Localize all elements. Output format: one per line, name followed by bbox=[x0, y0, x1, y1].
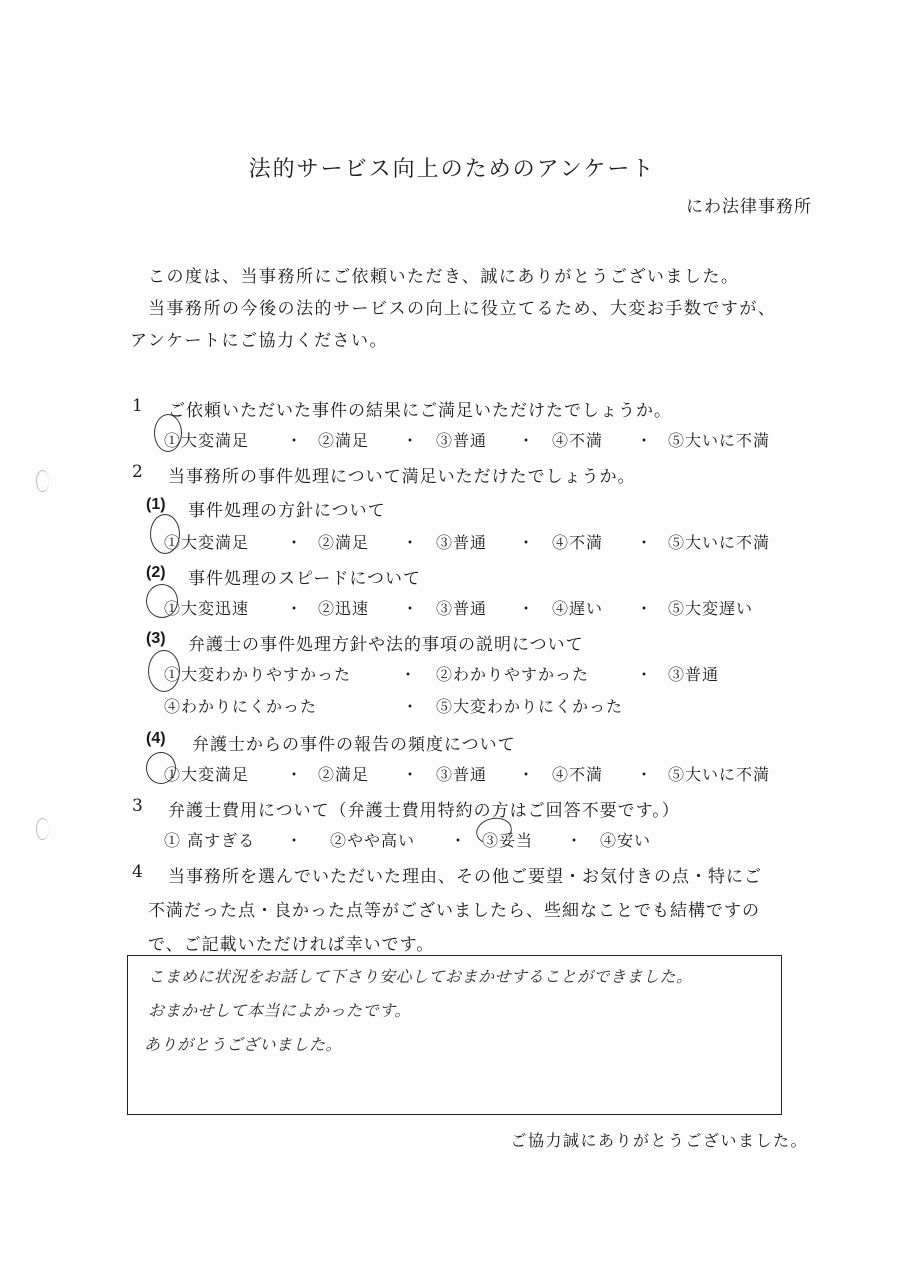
separator-dot: ・ bbox=[518, 765, 536, 784]
question-4-line-3: で、ご記載いただければ幸いです。 bbox=[148, 935, 435, 955]
q2-sub4-text: 弁護士からの事件の報告の頻度について bbox=[192, 735, 516, 755]
q2-sub3-text: 弁護士の事件処理方針や法的事項の説明について bbox=[188, 635, 584, 655]
separator-dot: ・ bbox=[402, 599, 420, 618]
q2-sub4-option[interactable]: ⑤大いに不満 bbox=[668, 765, 771, 784]
separator-dot: ・ bbox=[636, 765, 654, 784]
sub-question-label: (3) bbox=[146, 630, 166, 647]
intro-line-3: アンケートにご協力ください。 bbox=[130, 331, 388, 351]
q2-sub3-option[interactable]: ⑤大変わかりにくかった bbox=[436, 697, 624, 716]
handwritten-answer-line: ありがとうございました。 bbox=[144, 1035, 343, 1054]
separator-dot: ・ bbox=[402, 431, 420, 450]
page-title: 法的サービス向上のためのアンケート bbox=[248, 157, 656, 182]
q2-sub1-option[interactable]: ③普通 bbox=[436, 533, 488, 552]
question-number: 1 bbox=[132, 396, 143, 416]
q2-sub2-option[interactable]: ③普通 bbox=[436, 599, 488, 618]
separator-dot: ・ bbox=[518, 599, 536, 618]
question-1-text: ご依頼いただいた事件の結果にご満足いただけたでしょうか。 bbox=[168, 401, 672, 421]
separator-dot: ・ bbox=[636, 431, 654, 450]
footer-thanks: ご協力誠にありがとうございました。 bbox=[510, 1131, 808, 1150]
q2-sub1-option[interactable]: ②満足 bbox=[318, 533, 370, 552]
q1-option[interactable]: ②満足 bbox=[318, 431, 370, 450]
separator-dot: ・ bbox=[636, 599, 654, 618]
question-number: 4 bbox=[132, 862, 143, 882]
q2-sub1-text: 事件処理の方針について bbox=[188, 501, 386, 521]
q2-sub3-option[interactable]: ④わかりにくかった bbox=[164, 697, 318, 716]
separator-dot: ・ bbox=[566, 831, 584, 850]
question-4-line-2: 不満だった点・良かった点等がございましたら、些細なことでも結構ですの bbox=[148, 901, 760, 921]
q2-sub1-option[interactable]: ①大変満足 bbox=[164, 533, 250, 552]
sub-question-label: (2) bbox=[146, 564, 166, 581]
organization-name: にわ法律事務所 bbox=[686, 197, 812, 217]
separator-dot: ・ bbox=[400, 665, 418, 684]
q2-sub2-option[interactable]: ②迅速 bbox=[318, 599, 370, 618]
separator-dot: ・ bbox=[636, 665, 654, 684]
separator-dot: ・ bbox=[286, 533, 304, 552]
intro-line-1: この度は、当事務所にご依頼いただき、誠にありがとうございました。 bbox=[148, 267, 740, 287]
binder-hole bbox=[36, 470, 49, 492]
q2-sub2-option[interactable]: ①大変迅速 bbox=[164, 599, 250, 618]
q1-option[interactable]: ③普通 bbox=[436, 431, 488, 450]
q2-sub3-option[interactable]: ②わかりやすかった bbox=[436, 665, 590, 684]
q2-sub3-option[interactable]: ③普通 bbox=[668, 665, 720, 684]
q2-sub2-text: 事件処理のスピードについて bbox=[188, 569, 421, 589]
q2-sub4-option[interactable]: ①大変満足 bbox=[164, 765, 250, 784]
question-3-text: 弁護士費用について（弁護士費用特約の方はご回答不要です。） bbox=[168, 801, 680, 821]
separator-dot: ・ bbox=[286, 599, 304, 618]
q2-sub1-option[interactable]: ④不満 bbox=[552, 533, 604, 552]
q3-option[interactable]: ②やや高い bbox=[330, 831, 416, 850]
separator-dot: ・ bbox=[450, 831, 468, 850]
binder-hole bbox=[36, 818, 49, 840]
q2-sub3-option[interactable]: ①大変わかりやすかった bbox=[164, 665, 352, 684]
q2-sub4-option[interactable]: ②満足 bbox=[318, 765, 370, 784]
separator-dot: ・ bbox=[518, 533, 536, 552]
q3-option[interactable]: ① 高すぎる bbox=[164, 831, 256, 850]
q2-sub4-option[interactable]: ③普通 bbox=[436, 765, 488, 784]
separator-dot: ・ bbox=[402, 765, 420, 784]
question-number: 3 bbox=[132, 796, 143, 816]
handwritten-answer-line: こまめに状況をお話して下さり安心しておまかせすることができました。 bbox=[148, 967, 693, 986]
question-2-text: 当事務所の事件処理について満足いただけたでしょうか。 bbox=[168, 467, 636, 487]
separator-dot: ・ bbox=[286, 431, 304, 450]
separator-dot: ・ bbox=[286, 765, 304, 784]
separator-dot: ・ bbox=[518, 431, 536, 450]
q3-option[interactable]: ④安い bbox=[600, 831, 652, 850]
question-number: 2 bbox=[132, 462, 143, 482]
q1-option[interactable]: ④不満 bbox=[552, 431, 604, 450]
q2-sub1-option[interactable]: ⑤大いに不満 bbox=[668, 533, 771, 552]
separator-dot: ・ bbox=[286, 831, 304, 850]
q1-option[interactable]: ①大変満足 bbox=[164, 431, 250, 450]
q2-sub4-option[interactable]: ④不満 bbox=[552, 765, 604, 784]
separator-dot: ・ bbox=[402, 697, 420, 716]
sub-question-label: (4) bbox=[146, 730, 166, 747]
q3-option[interactable]: ③妥当 bbox=[482, 831, 534, 850]
q2-sub2-option[interactable]: ⑤大変遅い bbox=[668, 599, 754, 618]
sub-question-label: (1) bbox=[146, 496, 166, 513]
question-4-line-1: 当事務所を選んでいただいた理由、その他ご要望・お気付きの点・特にご bbox=[168, 867, 762, 887]
q1-option[interactable]: ⑤大いに不満 bbox=[668, 431, 771, 450]
q2-sub2-option[interactable]: ④遅い bbox=[552, 599, 604, 618]
handwritten-answer-line: おまかせして本当によかったです。 bbox=[148, 1001, 411, 1020]
comment-box[interactable] bbox=[127, 955, 782, 1115]
separator-dot: ・ bbox=[636, 533, 654, 552]
intro-line-2: 当事務所の今後の法的サービスの向上に役立てるため、大変お手数ですが、 bbox=[148, 299, 777, 319]
separator-dot: ・ bbox=[402, 533, 420, 552]
